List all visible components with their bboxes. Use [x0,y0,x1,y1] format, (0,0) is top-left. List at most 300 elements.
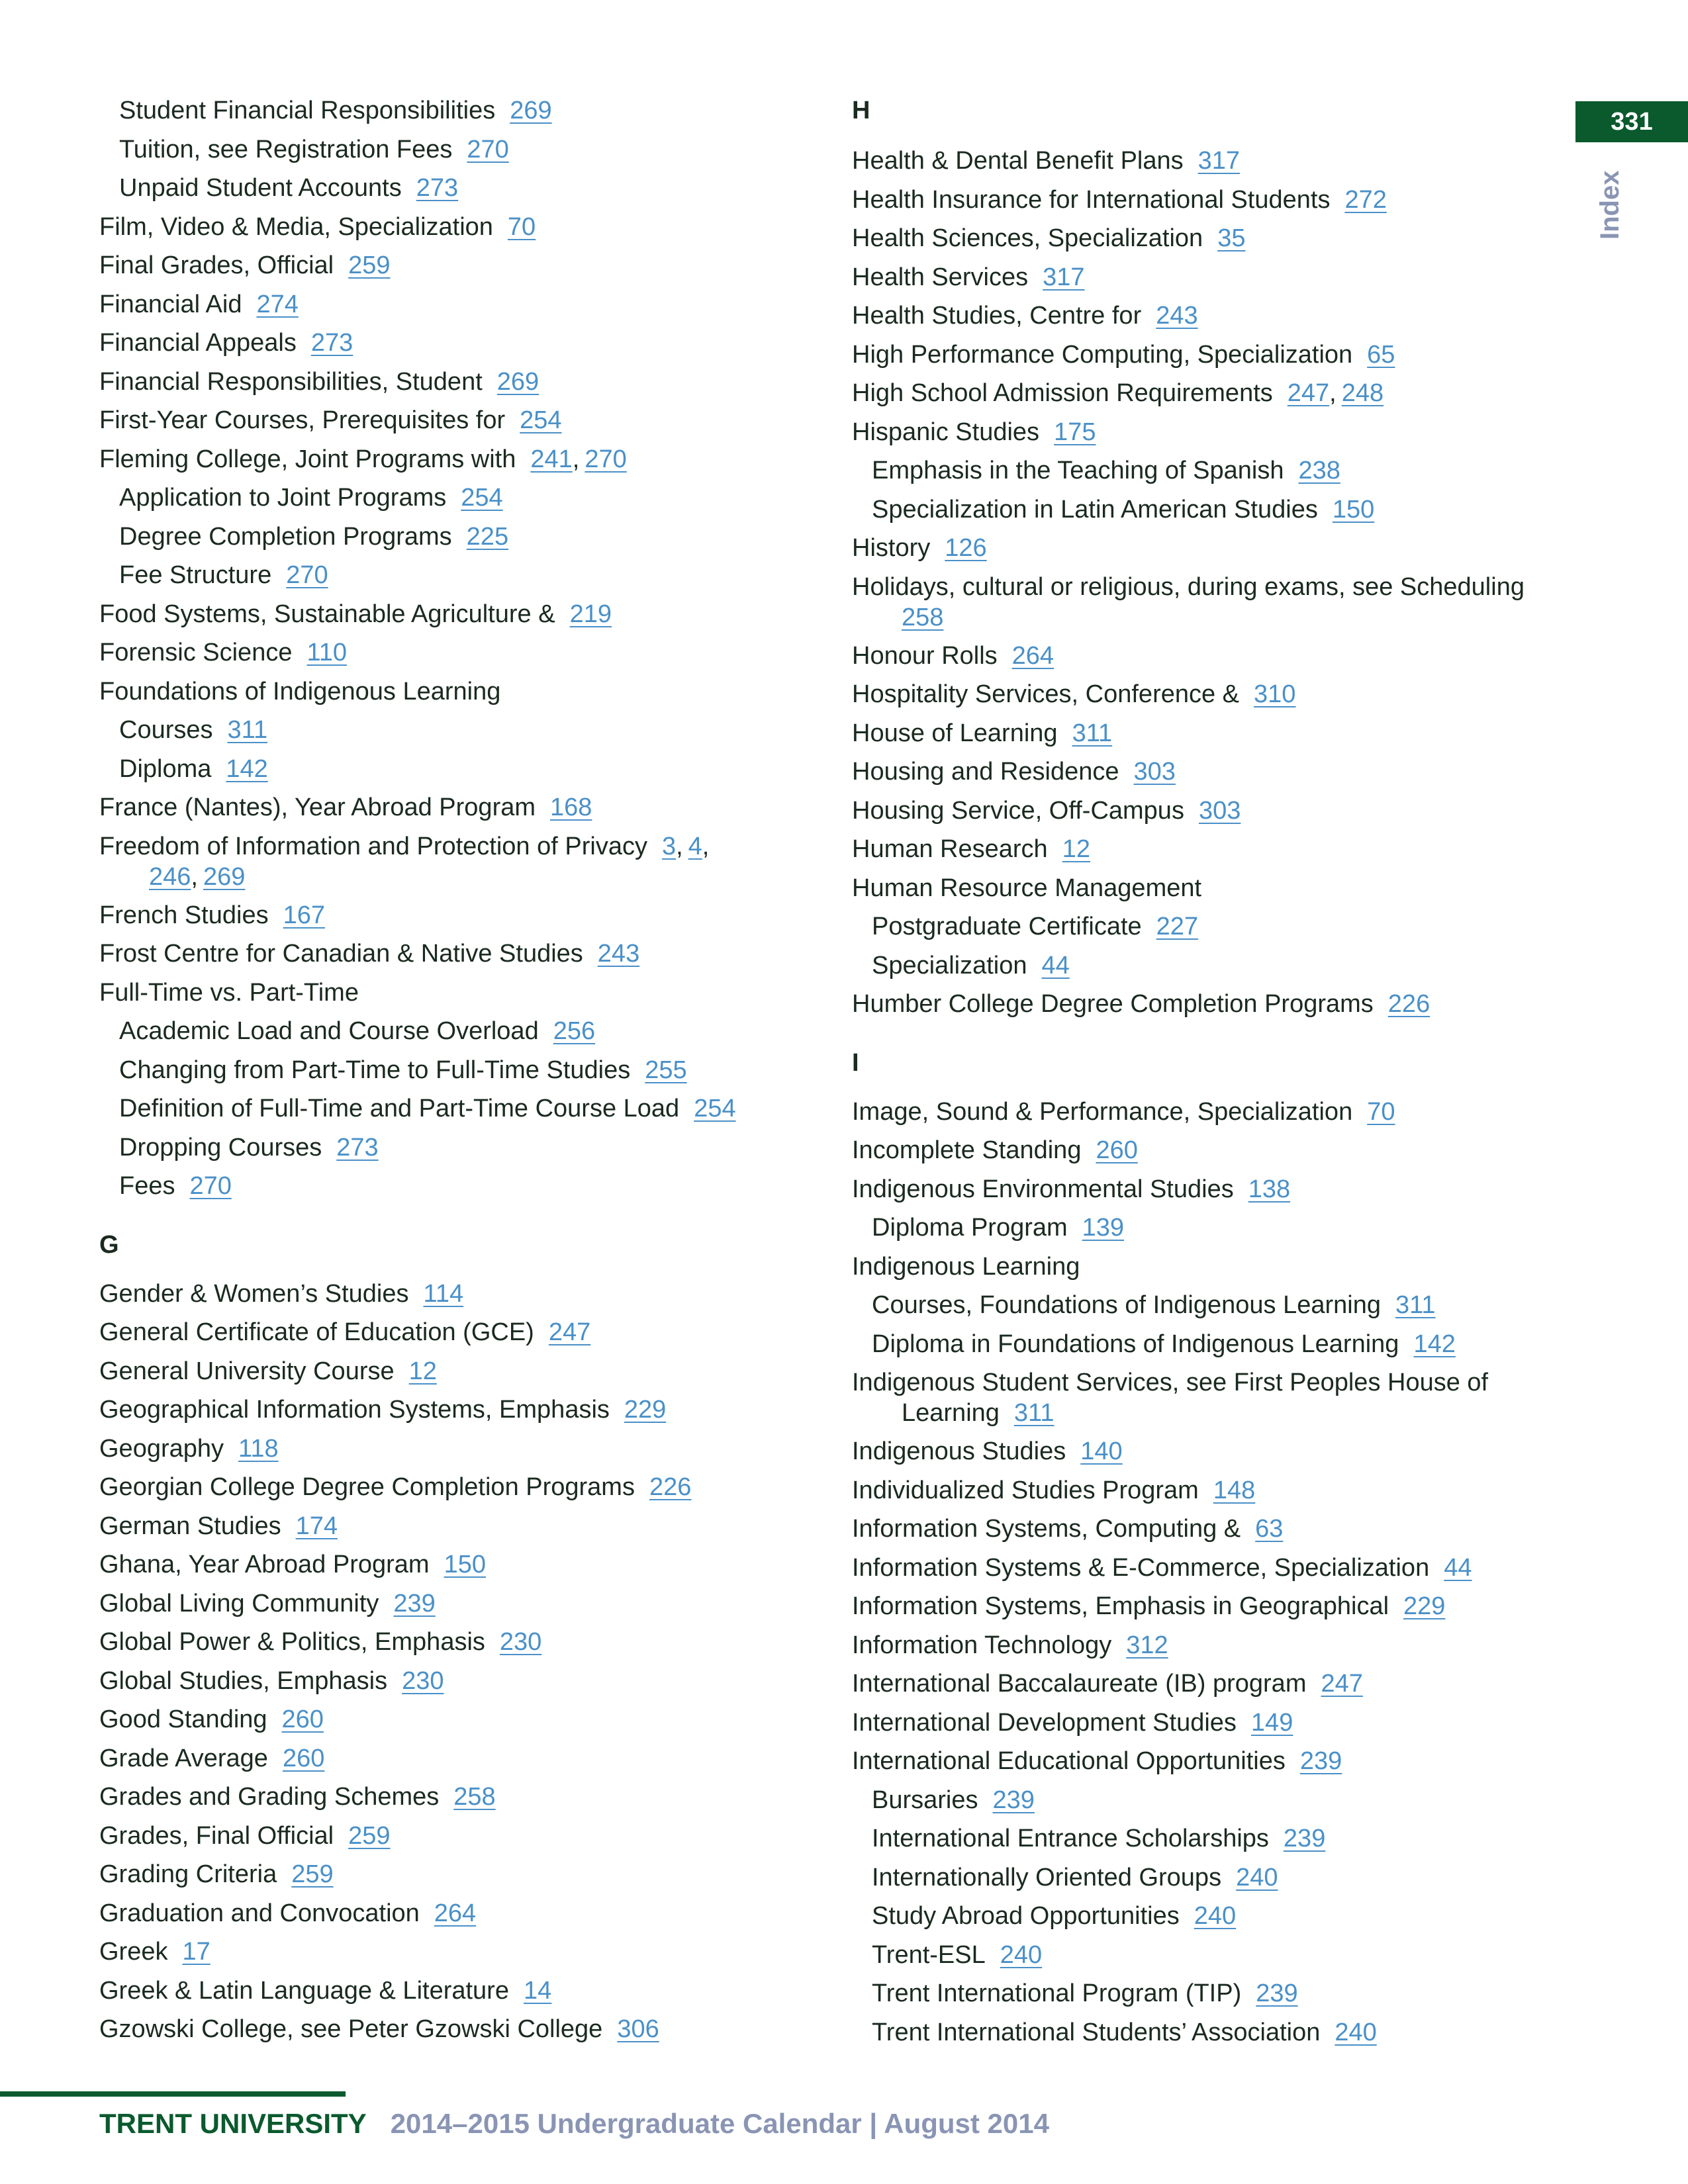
page-link[interactable]: 239 [992,1786,1035,1814]
index-subentry [99,130,794,169]
index-entry [852,1510,1580,1549]
entry-label: Grade Average [99,1744,268,1772]
entry-label: Humber College Degree Completion Programs [852,990,1374,1018]
entry-label: Postgraduate Certificate [872,913,1142,940]
entry-label: Information Systems, Emphasis in Geographical [852,1592,1389,1620]
entry-label: Courses [119,716,213,744]
entry-label: Image, Sound & Performance, Specialization [852,1097,1353,1126]
page-link[interactable]: 241 [530,445,573,473]
page-link[interactable]: 168 [550,794,592,821]
index-entry [99,672,794,711]
index-letter-heading: I [852,1048,859,1077]
entry-label: General University Course [99,1357,395,1385]
entry-label: Financial Appeals [99,329,297,357]
entry-label: Georgian College Degree Completion Programs [99,1473,635,1501]
page-link[interactable]: 240 [1236,1863,1278,1891]
index-subentry [852,1286,1580,1325]
index-entry [852,1704,1580,1743]
index-entry [852,1587,1580,1626]
entry-label: Human Resource Management [852,874,1202,902]
page-link[interactable]: 317 [1197,147,1241,175]
entry-label: Foundations of Indigenous Learning [99,677,501,705]
index-entry [852,1248,1580,1287]
entry-label: Global Power & Politics, Emphasis [99,1628,485,1656]
page-link[interactable]: 229 [624,1396,667,1424]
page-link[interactable]: 310 [1254,680,1296,708]
index-subentry [852,490,1580,529]
index-entry [852,1093,1580,1132]
entry-continuation [99,862,794,892]
entry-label: Trent International Program (TIP) [872,1979,1242,2007]
page-link[interactable]: 138 [1248,1175,1291,1203]
entry-label: Honour Rolls [852,641,998,670]
index-entry [99,1275,794,1314]
page-link[interactable]: 254 [520,406,562,434]
index-subentry [99,750,794,789]
entry-label: Application to Joint Programs [119,484,447,512]
entry-label: General Certificate of Education (GCE) [99,1318,534,1346]
index-entry [852,714,1580,753]
entry-label: Ghana, Year Abroad Program [99,1551,430,1578]
entry-label: International Development Studies [852,1708,1237,1737]
index-subentry [852,1819,1580,1858]
page-link[interactable]: 65 [1367,340,1395,369]
page-link[interactable]: 264 [1011,641,1055,670]
entry-label: Indigenous Studies [852,1437,1066,1465]
index-entry [99,1507,794,1546]
page-link[interactable]: 311 [1072,719,1113,747]
entry-label: Study Abroad Opportunities [872,1902,1180,1930]
index-entry [99,1933,794,1972]
index-entry [852,792,1580,831]
index-entry [99,1778,794,1817]
entry-label: Geographical Information Systems, Emphasis [99,1396,610,1424]
index-entry [99,1584,794,1623]
page-link[interactable]: 139 [1082,1214,1125,1242]
index-subentry [99,1167,794,1206]
page-separator: , [1329,379,1336,407]
page-link[interactable]: 4 [688,832,702,860]
entry-label: Greek & Latin Language & Literature [99,1976,509,2005]
page-link[interactable]: 225 [466,522,509,551]
entry-label: Grades, Final Official [99,1821,334,1850]
index-entry [852,1131,1580,1170]
entry-label: House of Learning [852,719,1058,747]
page-link[interactable]: 259 [348,1821,391,1850]
page-link[interactable]: 312 [1126,1631,1168,1659]
entry-label: Global Living Community [99,1589,379,1617]
entry-label: France (Nantes), Year Abroad Program [99,794,536,821]
page-link[interactable]: 3 [661,832,677,860]
entry-label: High School Admission Requirements [852,379,1273,407]
entry-label: International Baccalaureate (IB) program [852,1670,1307,1698]
index-subentry [852,1974,1580,2013]
entry-label: Indigenous Student Services, see First Peoples House of [852,1369,1489,1396]
entry-label: Individualized Studies Program [852,1476,1199,1504]
page-link[interactable]: 142 [226,754,268,783]
entry-label: Graduation and Convocation [99,1899,420,1927]
entry-label: Unpaid Student Accounts [119,174,402,202]
index-subentry [852,946,1580,985]
index-entry [99,1468,794,1507]
index-entry [99,974,794,1013]
entry-label: Diploma in Foundations of Indigenous Learning [872,1330,1399,1358]
index-entry [99,246,794,285]
index-subentry [99,91,794,130]
index-entry [99,324,794,363]
index-subentry [99,1012,794,1051]
page-link[interactable]: 258 [902,603,944,631]
index-entry [852,529,1580,568]
entry-label: Information Systems & E-Commerce, Specialization [852,1553,1430,1582]
page-link[interactable]: 273 [416,174,459,202]
page-link[interactable]: 14 [523,1976,552,2005]
page-link[interactable]: 239 [1283,1825,1326,1852]
entry-label: High Performance Computing, Specialization [852,340,1353,369]
index-entry [852,374,1580,413]
entry-label: Forensic Science [99,639,293,666]
index-entry [852,296,1580,336]
page-link[interactable]: 272 [1344,185,1387,214]
entry-label: Indigenous Environmental Studies [852,1175,1234,1203]
page-link[interactable]: 70 [1367,1097,1395,1126]
page-link[interactable]: 240 [1194,1902,1237,1930]
entry-label: Diploma Program [872,1214,1068,1242]
entry-label: Hospitality Services, Conference & [852,680,1240,708]
entry-label: Fee Structure [119,561,272,589]
entry-label: Health Studies, Centre for [852,302,1142,330]
index-entry [99,1662,794,1701]
entry-label: Definition of Full-Time and Part-Time Course Load [119,1095,680,1122]
page-link[interactable]: 303 [1133,758,1176,786]
page-link[interactable]: 311 [1395,1291,1436,1319]
index-subentry [852,1897,1580,1936]
index-entry [99,1623,794,1662]
page-link[interactable]: 238 [1298,457,1340,484]
index-subentry [99,478,794,518]
index-column-right [852,91,1580,2052]
page-link[interactable]: 254 [694,1095,736,1122]
entry-label: Dropping Courses [119,1133,322,1161]
index-entry [99,363,794,402]
index-entry [852,1363,1580,1432]
page-link[interactable]: 259 [348,251,391,279]
entry-label: Internationally Oriented Groups [872,1863,1222,1891]
page-link[interactable]: 167 [283,901,325,929]
index-entry [852,637,1580,676]
entry-label: Specialization [872,951,1027,979]
index-entry [852,985,1580,1024]
page-link[interactable]: 239 [1256,1979,1298,2007]
entry-label: Housing and Residence [852,758,1119,786]
entry-label: Film, Video & Media, Specialization [99,212,493,241]
entry-label: First-Year Courses, Prerequisites for [99,406,506,434]
index-entry [852,1170,1580,1209]
page-link[interactable]: 317 [1043,263,1085,291]
index-entry [99,285,794,324]
page-link[interactable]: 70 [507,212,536,241]
page-link[interactable]: 306 [617,2015,659,2043]
index-entry [852,181,1580,220]
page-link[interactable]: 63 [1255,1515,1284,1543]
entry-label: Full-Time vs. Part-Time [99,978,359,1007]
page-link[interactable]: 226 [1387,990,1430,1018]
page-link[interactable]: 270 [189,1172,232,1200]
entry-label: Holidays, cultural or religious, during exams, see Scheduling [852,572,1524,601]
index-entry [99,633,794,672]
index-subentry [852,907,1580,946]
page-link[interactable]: 243 [1156,302,1198,330]
index-entry [852,1549,1580,1588]
page-link[interactable]: 114 [423,1279,464,1308]
index-letter-heading: G [99,1230,119,1259]
page-separator: , [702,832,710,860]
index-subentry [852,1208,1580,1248]
index-subentry [99,169,794,208]
footer-rule [0,2091,346,2097]
page-link[interactable]: 247 [548,1318,591,1346]
index-entry [852,142,1580,181]
page-link[interactable]: 269 [203,862,246,891]
entry-label: Grades and Grading Schemes [99,1783,440,1811]
page-link[interactable]: 258 [453,1783,496,1811]
section-label: Index [1595,170,1624,240]
entry-label: Diploma [119,754,212,783]
page-link[interactable]: 17 [182,1938,211,1966]
entry-label: Frost Centre for Canadian & Native Studies [99,940,583,968]
page-link[interactable]: 12 [1062,835,1090,863]
entry-label: Academic Load and Course Overload [119,1017,539,1045]
index-subentry [852,1325,1580,1364]
entry-label: Geography [99,1434,224,1463]
page-link[interactable]: 259 [291,1860,334,1888]
index-entry [99,896,794,935]
index-entry [852,752,1580,792]
entry-continuation [852,602,1580,633]
index-entry [99,595,794,634]
index-subentry [852,1781,1580,1820]
page-link[interactable]: 140 [1080,1437,1123,1465]
index-entry [99,1817,794,1856]
index-entry [852,1432,1580,1471]
entry-label: Gender & Women’s Studies [99,1279,409,1308]
page-link[interactable]: 270 [286,561,328,589]
entry-label: Information Systems, Computing & [852,1515,1241,1543]
page-link[interactable]: 260 [1096,1136,1138,1164]
entry-label: International Entrance Scholarships [872,1825,1269,1852]
page-link[interactable]: 264 [434,1899,477,1927]
entry-label: Health Services [852,263,1029,291]
entry-continuation [852,1398,1580,1428]
page-link[interactable]: 229 [1403,1592,1446,1620]
index-entry [99,827,794,896]
index-entry [99,401,794,440]
index-subentry [99,556,794,595]
page-link[interactable]: 174 [295,1512,338,1540]
entry-label: Food Systems, Sustainable Agriculture & [99,600,555,628]
index-entry [852,1742,1580,1781]
footer [99,2108,1049,2140]
entry-label: Health & Dental Benefit Plans [852,147,1184,175]
page-link[interactable]: 311 [1013,1399,1055,1427]
entry-label: Fees [119,1172,175,1200]
page-link[interactable]: 239 [1299,1747,1342,1775]
entry-label: Global Studies, Emphasis [99,1666,388,1695]
page-link[interactable]: 227 [1156,913,1199,940]
index-subentry [852,1858,1580,1897]
page-link[interactable]: 118 [238,1434,279,1463]
entry-label: Gzowski College, see Peter Gzowski College [99,2015,603,2043]
entry-label: Tuition, see Registration Fees [119,135,453,163]
page-link[interactable]: 269 [496,367,539,396]
page-link[interactable]: 260 [281,1706,324,1733]
index-subentry [99,1128,794,1167]
index-entry [99,1972,794,2011]
index-entry [852,869,1580,908]
index-entry [99,2010,794,2049]
index-entry [99,1390,794,1430]
page-link[interactable]: 219 [569,600,612,628]
page-link[interactable]: 243 [597,940,640,968]
entry-label: Trent International Students’ Association [872,2018,1321,2046]
entry-label: Financial Responsibilities, Student [99,367,483,396]
page-link[interactable]: 274 [256,290,299,318]
entry-label: Health Insurance for International Students [852,185,1331,214]
index-subentry [852,451,1580,490]
page-link[interactable]: 230 [402,1666,444,1695]
page-link[interactable]: 247 [1321,1670,1363,1698]
page-link[interactable]: 240 [1000,1940,1043,1969]
page-separator: , [572,445,580,473]
index-entry [99,934,794,974]
entry-label: Grading Criteria [99,1860,277,1888]
entry-label: Incomplete Standing [852,1136,1082,1164]
index-entry [99,1894,794,1933]
page-link[interactable]: 269 [510,97,552,124]
page-link[interactable]: 148 [1213,1476,1256,1504]
index-entry [852,1626,1580,1665]
page-link[interactable]: 230 [499,1628,542,1656]
page-link[interactable]: 270 [467,135,509,163]
page-number-tab: 331 [1575,101,1688,142]
index-entry [852,568,1580,637]
page-link[interactable]: 12 [408,1357,437,1385]
entry-label: Freedom of Information and Protection of Privacy [99,832,647,860]
entry-label: Human Research [852,835,1048,863]
entry-label: History [852,534,931,562]
page-link[interactable]: 273 [310,329,353,357]
index-entry [99,1545,794,1584]
page-separator: , [191,862,198,891]
entry-label: Greek [99,1938,168,1966]
page-link[interactable]: 150 [1332,495,1375,523]
page-link[interactable]: 239 [393,1589,436,1617]
entry-label: Courses, Foundations of Indigenous Learning [872,1291,1381,1319]
page-link[interactable]: 126 [945,534,987,562]
entry-label: Good Standing [99,1706,267,1733]
page-link[interactable]: 273 [336,1133,379,1161]
index-subentry [852,2013,1580,2052]
page-link[interactable]: 44 [1041,951,1070,979]
entry-label: Student Financial Responsibilities [119,97,496,124]
index-entry [852,830,1580,869]
page-link[interactable]: 256 [553,1017,596,1045]
index-entry [99,208,794,247]
index-entry [852,1471,1580,1510]
entry-label: Changing from Part-Time to Full-Time Studies [119,1056,631,1084]
footer-university: TRENT UNIVERSITY [99,2108,367,2139]
page-link[interactable]: 303 [1198,796,1241,825]
page-link[interactable]: 254 [461,484,503,512]
index-entry [99,440,794,479]
entry-label: Health Sciences, Specialization [852,224,1203,252]
entry-label: Degree Completion Programs [119,522,452,551]
page-link[interactable]: 240 [1335,2018,1377,2046]
index-entry [852,219,1580,258]
page-link[interactable]: 149 [1250,1708,1293,1737]
index-entry [852,336,1580,375]
entry-label: International Educational Opportunities [852,1747,1286,1775]
entry-label: Trent-ESL [872,1940,986,1969]
index-letter-heading: H [852,97,870,124]
entry-continuation-label: Learning [902,1399,1000,1427]
index-subentry [99,1089,794,1128]
page-separator: , [676,832,683,860]
page-link[interactable]: 175 [1054,418,1096,446]
entry-label: Information Technology [852,1631,1112,1659]
index-subentry [99,518,794,557]
entry-label: Bursaries [872,1786,978,1814]
index-entry [99,1430,794,1469]
entry-label: Financial Aid [99,290,242,318]
page-link[interactable]: 247 [1287,379,1330,407]
page-link[interactable]: 110 [306,639,348,666]
index-entry [99,1700,794,1739]
entry-label: Housing Service, Off-Campus [852,796,1184,825]
index-entry [99,1855,794,1894]
page-link[interactable]: 260 [282,1744,325,1772]
page-link[interactable]: 255 [645,1056,687,1084]
index-entry [99,1739,794,1778]
page-link[interactable]: 270 [585,445,627,473]
page-link[interactable]: 44 [1444,1553,1472,1582]
entry-label: Fleming College, Joint Programs with [99,445,516,473]
page-link[interactable]: 150 [444,1551,486,1578]
page-link[interactable]: 142 [1413,1330,1456,1358]
page-link[interactable]: 248 [1341,379,1384,407]
entry-label: Emphasis in the Teaching of Spanish [872,457,1284,484]
page-link[interactable]: 246 [149,862,191,891]
index-entry [852,413,1580,452]
page-link[interactable]: 311 [227,716,268,744]
entry-label: Hispanic Studies [852,418,1040,446]
index-entry [852,258,1580,297]
page-link[interactable]: 35 [1217,224,1246,252]
entry-label: Specialization in Latin American Studies [872,495,1318,523]
index-entry [99,1313,794,1352]
index-subentry [99,711,794,750]
index-subentry [852,1936,1580,1975]
entry-label: Indigenous Learning [852,1252,1080,1281]
index-entry [99,1352,794,1391]
index-entry [99,788,794,827]
index-column-left [99,91,794,2049]
page-link[interactable]: 226 [649,1473,692,1501]
entry-label: French Studies [99,901,269,929]
index-entry [852,1664,1580,1704]
index-subentry [99,1051,794,1090]
entry-label: Final Grades, Official [99,251,334,279]
